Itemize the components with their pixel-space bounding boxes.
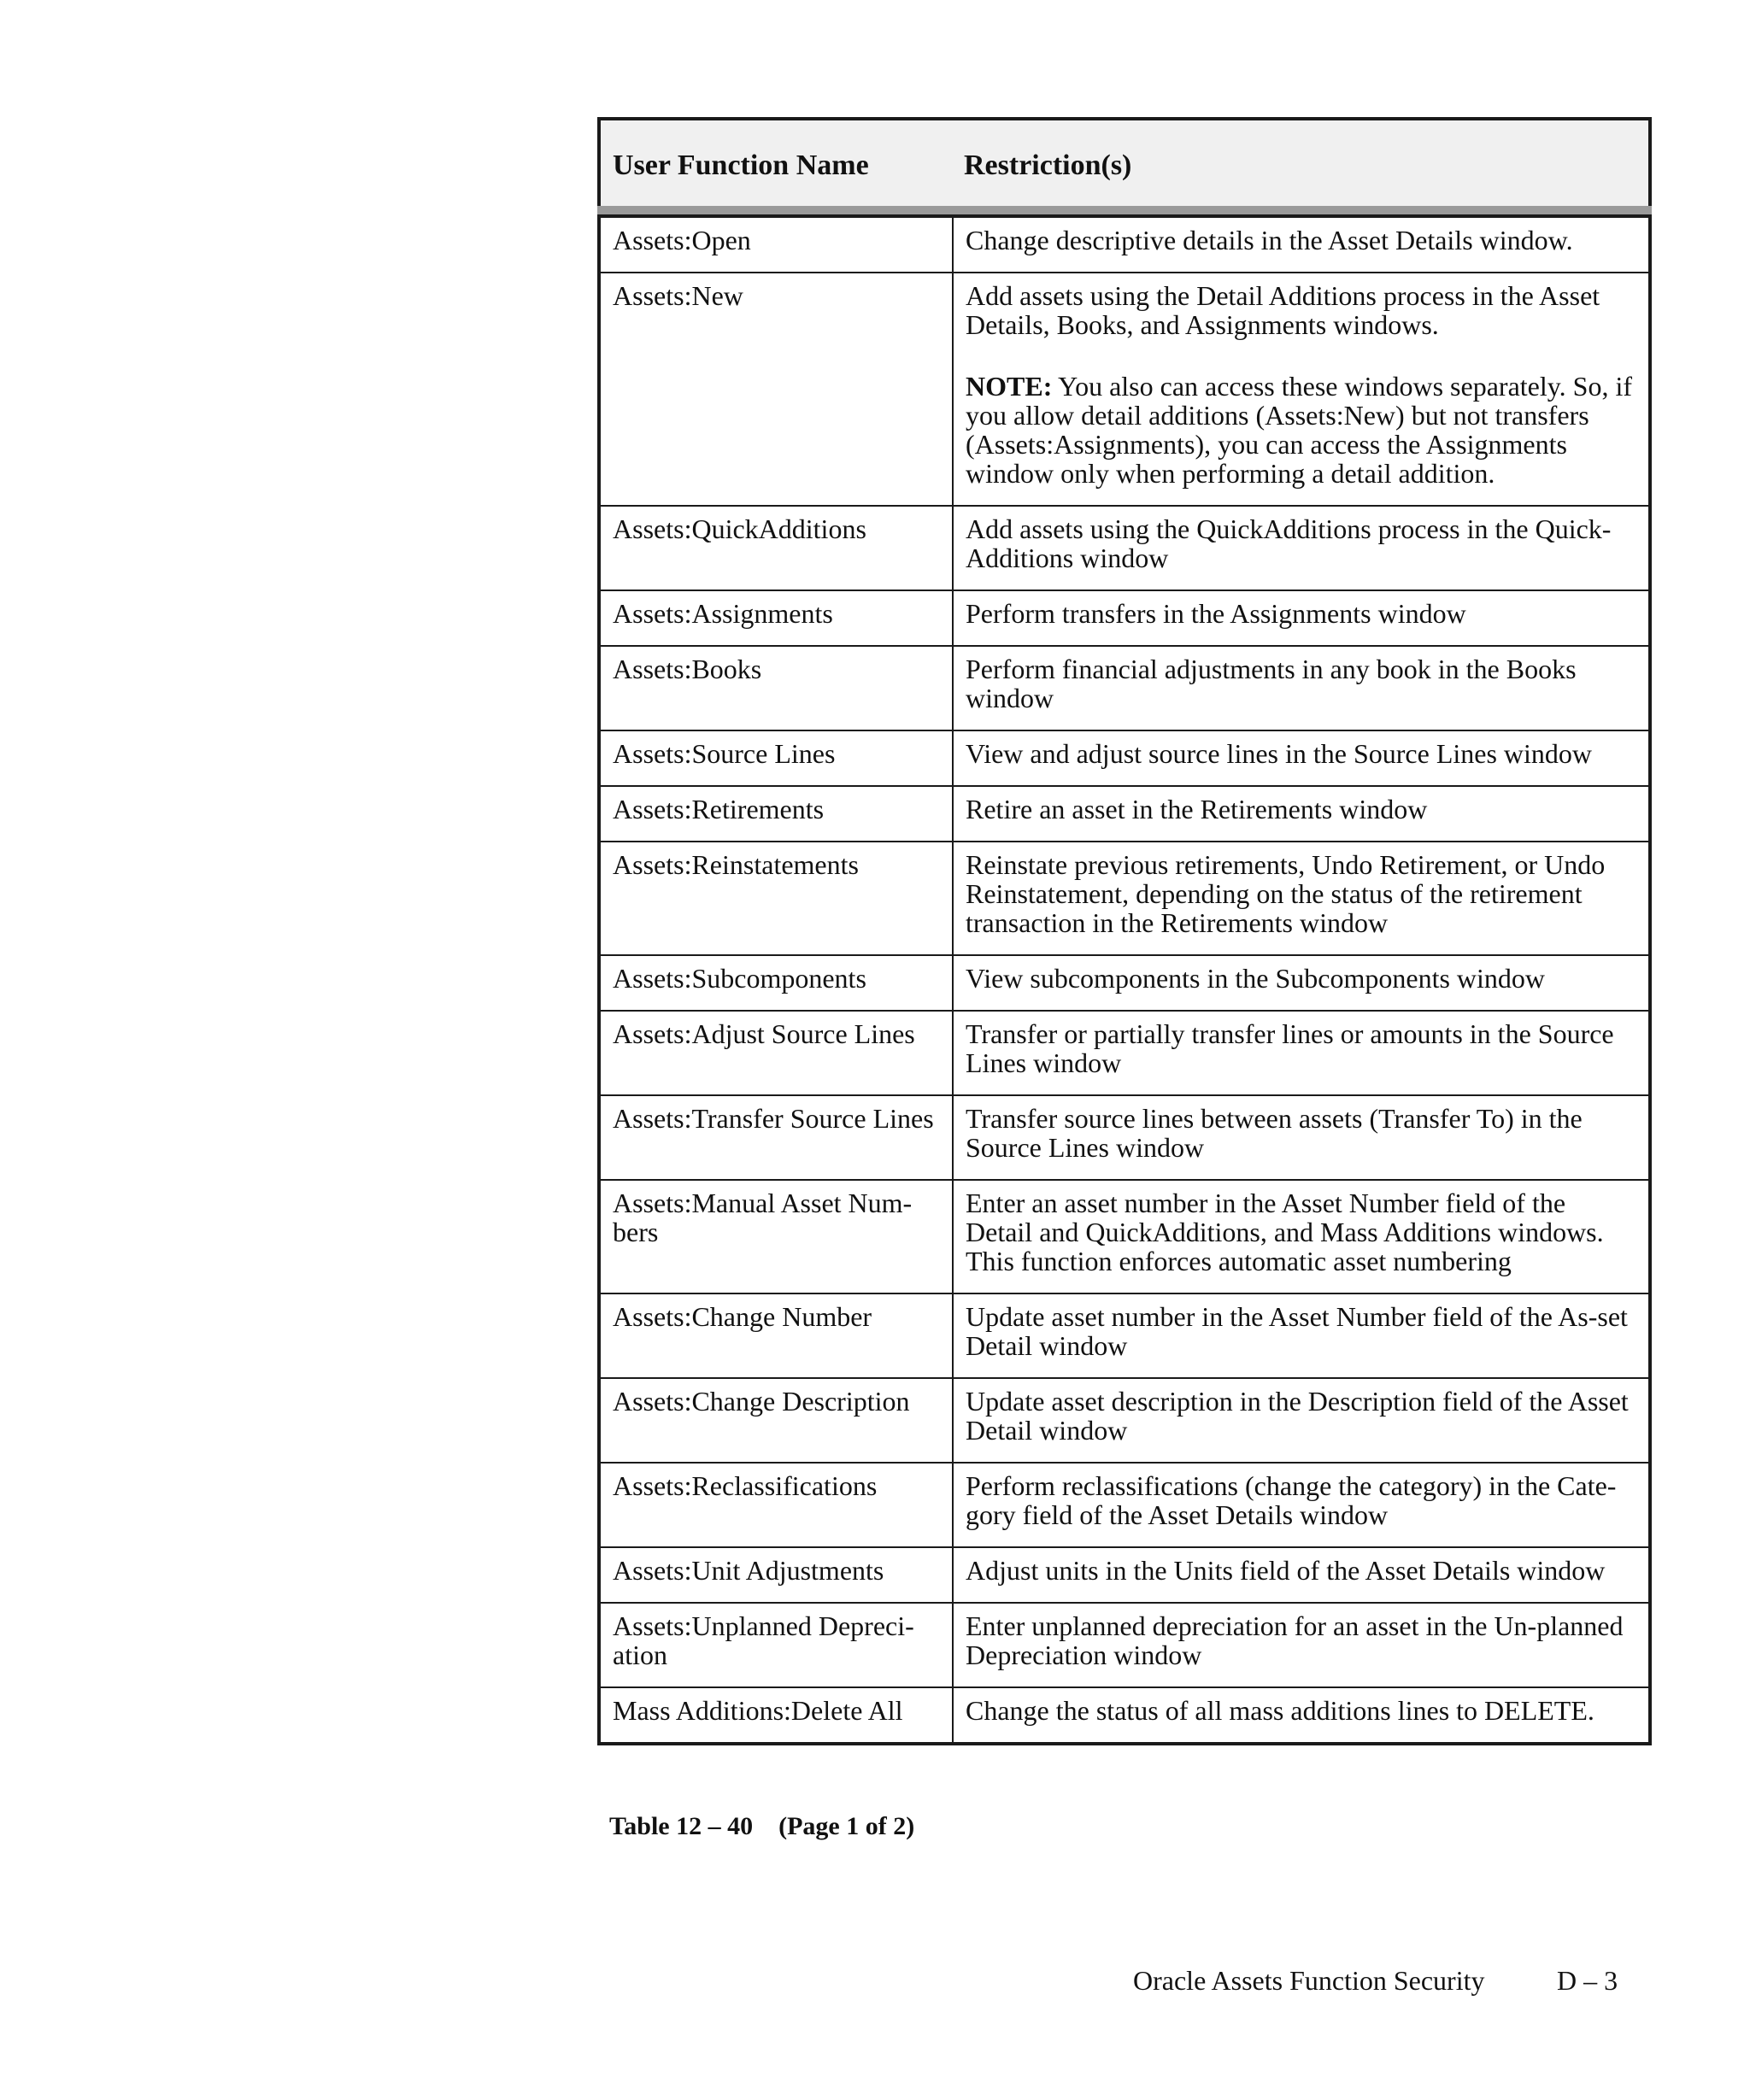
table-row	[599, 1180, 1650, 1293]
function-name-cell: Assets:Source Lines	[599, 730, 953, 786]
restriction-text: Transfer or partially transfer lines or amounts in the Source Lines window	[966, 1018, 1614, 1078]
function-name-cell: Assets:Change Number	[599, 1293, 953, 1378]
restriction-cell	[953, 1547, 1650, 1603]
function-name-cell: Assets:Transfer Source Lines	[599, 1095, 953, 1180]
restriction-text: Reinstate previous retirements, Undo Retirement, or Undo Reinstatement, depending on the status of the retirement transaction in the Retirements window	[966, 849, 1606, 938]
function-name-cell: Assets:Open	[599, 216, 953, 273]
table-row	[599, 646, 1650, 730]
function-name-cell: Mass Additions:Delete All	[599, 1687, 953, 1744]
table-row	[599, 506, 1650, 590]
table-row	[599, 730, 1650, 786]
restriction-cell	[953, 590, 1650, 646]
restriction-text: Adjust units in the Units field of the Asset Details window	[966, 1555, 1606, 1586]
restriction-cell	[953, 1378, 1650, 1463]
restriction-text: Change descriptive details in the Asset Details window.	[966, 225, 1573, 255]
restriction-text: Perform reclassifications (change the category) in the Cate-gory field of the Asset Details window	[966, 1470, 1617, 1530]
function-name-cell: Assets:Unit Adjustments	[599, 1547, 953, 1603]
restriction-cell	[953, 1603, 1650, 1687]
table-row	[599, 786, 1650, 842]
restriction-cell	[953, 1180, 1650, 1293]
header-restrictions: Restriction(s)	[964, 150, 1132, 181]
function-name-cell: Assets:Manual Asset Num-bers	[599, 1180, 953, 1293]
table-row	[599, 1011, 1650, 1095]
header-user-function-name: User Function Name	[613, 150, 869, 181]
table-row	[599, 1603, 1650, 1687]
function-name-cell: Assets:Assignments	[599, 590, 953, 646]
restriction-cell	[953, 842, 1650, 955]
footer-title: Oracle Assets Function Security	[1133, 1965, 1485, 1996]
function-name-cell: Assets:New	[599, 273, 953, 506]
restriction-text: Add assets using the Detail Additions process in the Asset Details, Books, and Assignments windows.	[966, 280, 1600, 340]
table-caption: Table 12 – 40 (Page 1 of 2)	[609, 1812, 915, 1840]
restriction-text: Transfer source lines between assets (Transfer To) in the Source Lines window	[966, 1103, 1583, 1163]
table-row	[599, 1378, 1650, 1463]
note-label: NOTE:	[966, 371, 1053, 402]
table-body	[597, 214, 1652, 1745]
function-name-cell: Assets:Adjust Source Lines	[599, 1011, 953, 1095]
table-row	[599, 1463, 1650, 1547]
function-name-cell: Assets:Unplanned Depreci-ation	[599, 1603, 953, 1687]
table-row	[599, 216, 1650, 273]
function-name-cell: Assets:Books	[599, 646, 953, 730]
restriction-text: View and adjust source lines in the Source Lines window	[966, 738, 1593, 769]
function-name-cell: Assets:QuickAdditions	[599, 506, 953, 590]
restriction-cell	[953, 1011, 1650, 1095]
table-row	[599, 590, 1650, 646]
function-name-cell: Assets:Subcomponents	[599, 955, 953, 1011]
restriction-text: Perform financial adjustments in any book in the Books window	[966, 654, 1577, 713]
function-name-cell: Assets:Change Description	[599, 1378, 953, 1463]
table-row	[599, 1293, 1650, 1378]
table-row	[599, 1095, 1650, 1180]
restriction-text: Perform transfers in the Assignments window	[966, 598, 1466, 629]
restriction-cell	[953, 1687, 1650, 1744]
table-row	[599, 273, 1650, 506]
table-header	[597, 117, 1652, 206]
restriction-cell	[953, 273, 1650, 506]
restriction-cell	[953, 730, 1650, 786]
table-row	[599, 1547, 1650, 1603]
restriction-text: Update asset number in the Asset Number field of the As-set Detail window	[966, 1301, 1628, 1361]
restriction-text: Enter unplanned depreciation for an asset in the Un-planned Depreciation window	[966, 1610, 1624, 1670]
restriction-text: Enter an asset number in the Asset Number field of the Detail and QuickAdditions, and Mass Additions windows. This function enforces automatic asset numbering	[966, 1188, 1604, 1276]
footer-page-number: D – 3	[1557, 1965, 1618, 1996]
note-text: You also can access these windows separately. So, if you allow detail additions (Assets:New) but not transfers (Assets:Assignments), you can access the Assignments window only when performing a detail addition.	[966, 371, 1633, 489]
restriction-text: Add assets using the QuickAdditions process in the Quick-Additions window	[966, 513, 1612, 573]
restriction-text: Update asset description in the Description field of the Asset Detail window	[966, 1386, 1629, 1446]
restriction-text: Retire an asset in the Retirements window	[966, 794, 1428, 824]
function-name-cell: Assets:Reclassifications	[599, 1463, 953, 1547]
function-name-cell: Assets:Reinstatements	[599, 842, 953, 955]
restriction-cell	[953, 646, 1650, 730]
table-row	[599, 842, 1650, 955]
restriction-text: Change the status of all mass additions lines to DELETE.	[966, 1695, 1594, 1726]
restriction-cell	[953, 1293, 1650, 1378]
table-row	[599, 1687, 1650, 1744]
restriction-cell	[953, 1095, 1650, 1180]
table-row	[599, 955, 1650, 1011]
restriction-cell	[953, 216, 1650, 273]
function-security-table	[597, 117, 1652, 1745]
restriction-text: View subcomponents in the Subcomponents window	[966, 963, 1546, 994]
restriction-note	[966, 372, 1636, 488]
restriction-cell	[953, 955, 1650, 1011]
function-name-cell: Assets:Retirements	[599, 786, 953, 842]
restriction-cell	[953, 1463, 1650, 1547]
restriction-cell	[953, 506, 1650, 590]
restriction-cell	[953, 786, 1650, 842]
